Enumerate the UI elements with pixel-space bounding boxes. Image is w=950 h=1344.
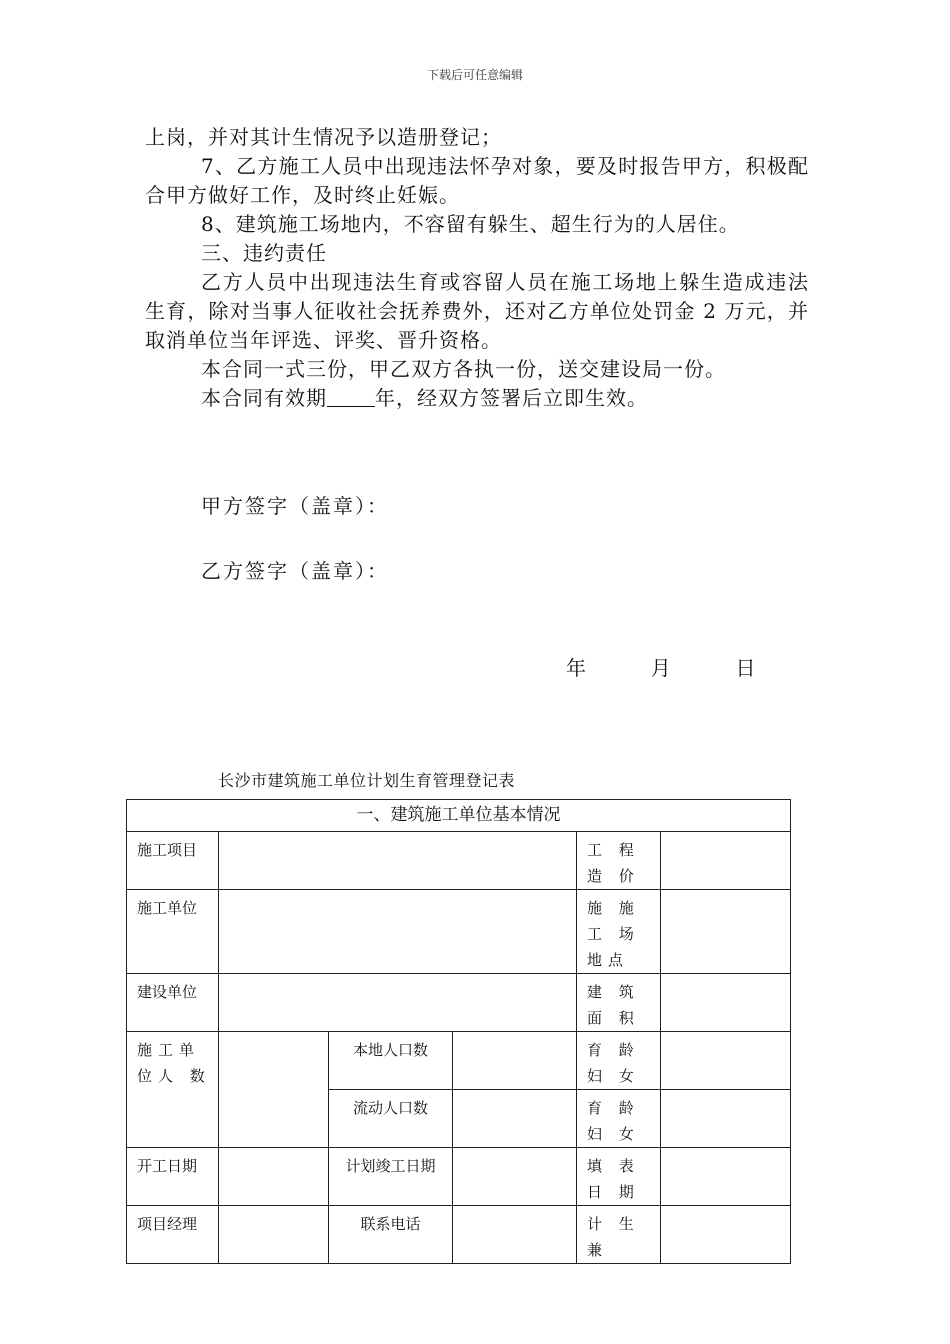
label-project: 施工项目 [127,832,219,890]
paragraph-1: 上岗，并对其计生情况予以造册登记； [145,125,502,149]
field-local-pop[interactable] [453,1032,577,1090]
validity-after: 年，经双方签署后立即生效。 [375,386,648,410]
validity-before: 本合同有效期 [201,386,327,410]
field-family-planning[interactable] [661,1206,791,1264]
label-cost: 工 程 造 价 [577,832,661,890]
party-b-signature: 乙方签字（盖章）： [201,559,389,583]
field-planned-end[interactable] [453,1148,577,1206]
label-phone: 联系电话 [329,1206,453,1264]
party-a-signature: 甲方签字（盖章）： [201,494,389,518]
label-floating-pop: 流动人口数 [329,1090,453,1148]
paragraph-6: 本合同一式三份，甲乙双方各执一份，送交建设局一份。 [201,357,726,381]
label-family-planning: 计 生 兼 [577,1206,661,1264]
field-builder[interactable] [219,974,577,1032]
label-women-1: 育 龄 妇 女 [577,1032,661,1090]
section-header: 一、建筑施工单位基本情况 [127,800,791,832]
field-manager[interactable] [219,1206,329,1264]
contract-body [145,123,809,413]
label-site: 施 施 工 场地点 [577,890,661,974]
date-day: 日 [735,656,756,680]
field-site[interactable] [661,890,791,974]
label-area: 建 筑 面 积 [577,974,661,1032]
signing-date [566,652,755,681]
label-unit: 施工单位 [127,890,219,974]
field-project[interactable] [219,832,577,890]
validity-blank[interactable] [327,388,375,407]
date-month: 月 [650,656,671,680]
field-women-1[interactable] [661,1032,791,1090]
field-unit[interactable] [219,890,577,974]
page-header: 下载后可任意编辑 [426,68,523,82]
label-women-2: 育 龄 妇 女 [577,1090,661,1148]
paragraph-7 [145,384,809,413]
paragraph-3: 8、建筑施工场地内，不容留有躲生、超生行为的人居住。 [201,212,740,236]
field-floating-pop[interactable] [453,1090,577,1148]
paragraph-2: 7、乙方施工人员中出现违法怀孕对象，要及时报告甲方，积极配合甲方做好工作，及时终止妊娠。 [145,154,809,207]
section-breach-heading: 三、违约责任 [201,241,327,265]
date-year: 年 [566,656,586,680]
table-title: 长沙市建筑施工单位计划生育管理登记表 [218,771,516,790]
label-builder: 建设单位 [127,974,219,1032]
registration-table [126,799,791,1264]
label-fill-date: 填 表 日 期 [577,1148,661,1206]
field-cost[interactable] [661,832,791,890]
label-planned-end: 计划竣工日期 [329,1148,453,1206]
field-phone[interactable] [453,1206,577,1264]
field-area[interactable] [661,974,791,1032]
field-women-2[interactable] [661,1090,791,1148]
label-local-pop: 本地人口数 [329,1032,453,1090]
label-headcount: 施工单位人 数 [127,1032,219,1148]
field-start-date[interactable] [219,1148,329,1206]
paragraph-5: 乙方人员中出现违法生育或容留人员在施工场地上躲生造成违法生育，除对当事人征收社会抚养费外，还对乙方单位处罚金 2 万元，并取消单位当年评选、评奖、晋升资格。 [145,270,809,352]
label-manager: 项目经理 [127,1206,219,1264]
label-start-date: 开工日期 [127,1148,219,1206]
field-headcount[interactable] [219,1032,329,1148]
field-fill-date[interactable] [661,1148,791,1206]
